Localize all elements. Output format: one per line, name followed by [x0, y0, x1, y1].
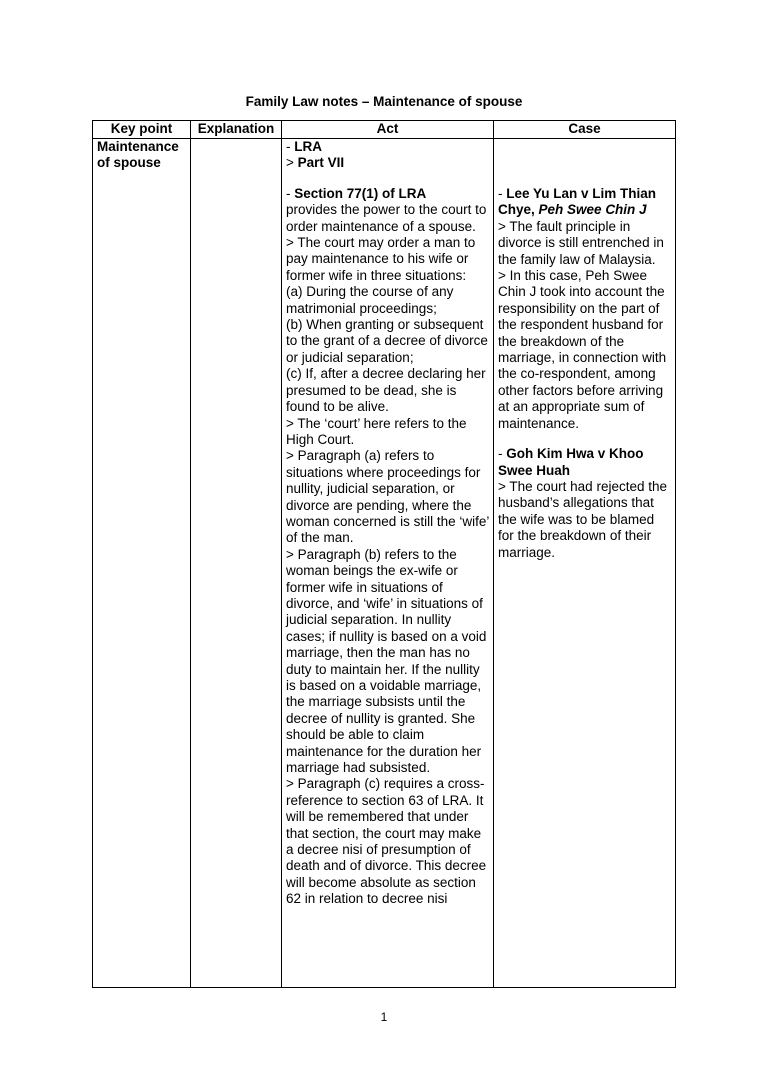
key-point-cell: [93, 139, 191, 988]
act-paragraph: > Paragraph (a) refers to situations where proceedings for nullity, judicial separation, or divorce are pending, where the woman concerned is still the ‘wife’ of the man.: [286, 448, 489, 546]
case-note: > In this case, Peh Swee Chin J took into account the responsibility on the part of the respondent husband for the breakdown of the marriage, in connection with the co-respondent, among other factors before arriving at an appropriate sum of maintenance.: [498, 268, 667, 431]
notes-table: [92, 120, 676, 988]
act-paragraph: (c) If, after a decree declaring her presumed to be dead, she is found to be alive.: [286, 366, 486, 415]
header-case: Case: [494, 121, 676, 139]
case-note: > The fault principle in divorce is still entrenched in the family law of Malaysia.: [498, 218, 664, 267]
table-header-row: [93, 121, 676, 139]
table-row: [93, 139, 676, 988]
case-note: > The court had rejected the husband’s allegations that the wife was to be blamed for the breakdown of their marriage.: [498, 478, 667, 560]
header-key-point: Key point: [93, 121, 191, 139]
act-paragraph: (b) When granting or subsequent to the grant of a decree of divorce or judicial separation;: [286, 317, 488, 365]
case-name: - Lee Yu Lan v Lim Thian Chye, Peh Swee Chin J: [498, 186, 657, 218]
case-cell: [494, 139, 676, 988]
act-cell: [282, 139, 494, 988]
key-point-text: Maintenance of spouse: [97, 139, 179, 171]
act-lra: - LRA: [286, 139, 322, 154]
act-paragraph: (a) During the course of any matrimonial proceedings;: [286, 284, 454, 316]
act-paragraph: > Paragraph (c) requires a cross-reference to section 63 of LRA. It will be remembered that under that section, the court may make a decree nisi of presumption of death and of divorce. This decree will become absolute as section 62 in relation to decree nisi: [286, 776, 487, 907]
page-number: 1: [380, 1010, 388, 1024]
header-act: Act: [282, 121, 494, 139]
act-section-heading: - Section 77(1) of LRA: [286, 185, 427, 201]
act-paragraph: > The court may order a man to pay maintenance to his wife or former wife in three situations:: [286, 235, 476, 283]
header-explanation: Explanation: [191, 121, 282, 139]
case-name: - Goh Kim Hwa v Khoo Swee Huah: [498, 446, 644, 478]
act-paragraph: > The ‘court’ here refers to the High Court.: [286, 415, 467, 447]
act-paragraph: > Paragraph (b) refers to the woman beings the ex-wife or former wife in situations of divorce, and ‘wife’ in situations of judicial separation. In nullity cases; if nullity is based on a void marriage, then the man has no duty to maintain her. If the nullity is based on a voidable marriage, the marriage subsists until the decree of nullity is granted. She should be able to claim maintenance for the duration her marriage had subsisted.: [286, 546, 487, 776]
act-paragraph: provides the power to the court to order maintenance of a spouse.: [286, 202, 487, 234]
document-title: Family Law notes – Maintenance of spouse: [245, 94, 523, 109]
explanation-cell: [191, 139, 282, 988]
act-part: > Part VII: [286, 155, 345, 171]
